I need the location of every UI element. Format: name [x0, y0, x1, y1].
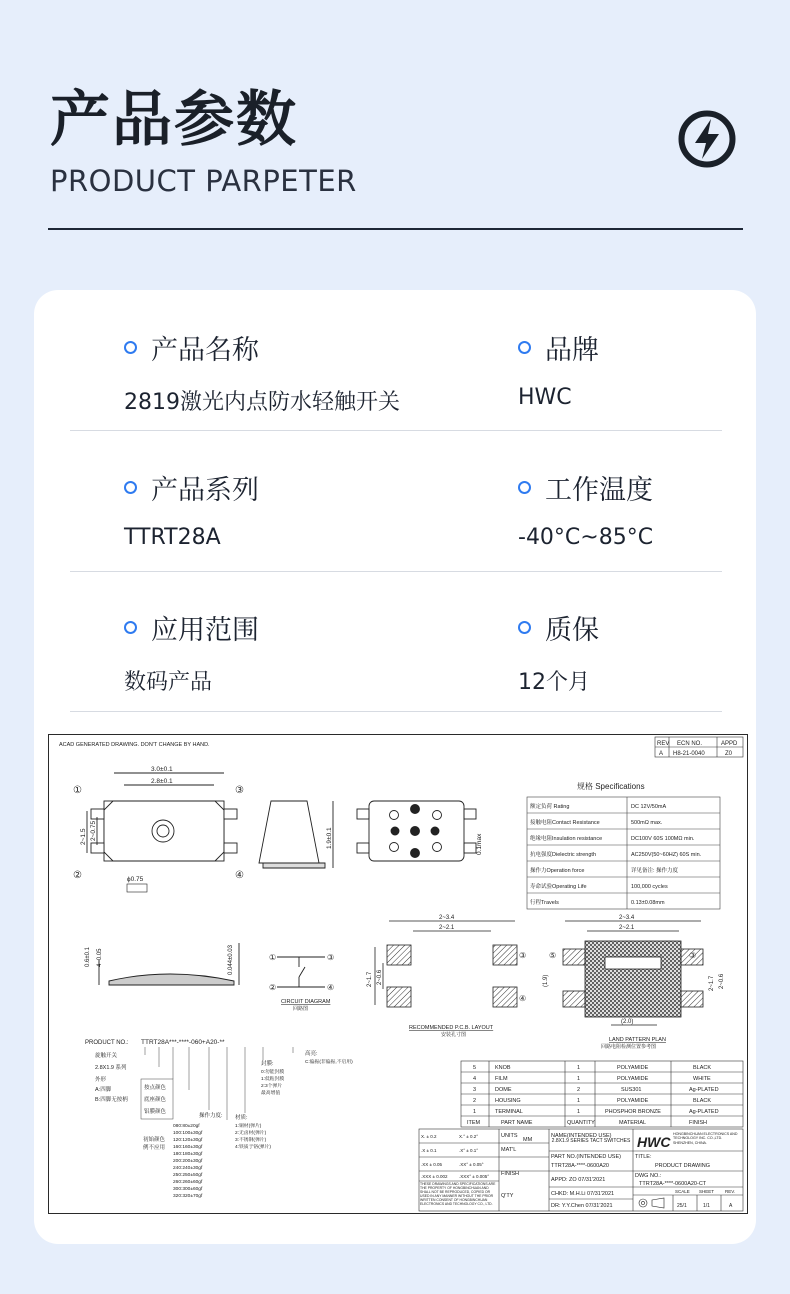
header-divider: [48, 228, 743, 230]
page-title: 产品参数: [50, 85, 298, 155]
remark-option: C:偏振(非偏振,不启用): [305, 1060, 353, 1065]
dim-land-width-1: 2~3.4: [619, 915, 635, 921]
dim-max: 0.1max: [476, 833, 483, 855]
bom-cell: POLYAMIDE: [617, 1098, 649, 1104]
land-caption-cn: 回路电阻检测位置参考图: [601, 1044, 657, 1050]
material-option: 1:铜材(弹片): [235, 1124, 262, 1129]
product-name: 2.8X1.9 SERIES TACT SWITCHES: [551, 1138, 631, 1144]
side-view: [259, 801, 333, 868]
row-divider: [70, 571, 722, 572]
spec-value: DC100V 60S 100MΩ min.: [631, 836, 695, 842]
balloon-3: ③: [519, 951, 527, 960]
color-note: 例不应用: [143, 1145, 166, 1151]
field-label: 应用范围: [151, 615, 259, 646]
circuit-diagram: [277, 957, 325, 987]
force-option: 180:180±30gf: [173, 1152, 203, 1157]
bom-cell: POLYAMIDE: [617, 1065, 649, 1071]
film-title: 封膜:: [261, 1061, 274, 1067]
ecn-header: ECN NO.: [677, 741, 703, 747]
force-title: 操作力度:: [199, 1113, 223, 1119]
field-value: 2819激光内点防水轻触开关: [124, 390, 400, 415]
field-label: 品牌: [545, 335, 599, 366]
spec-value: 0.13±0.08mm: [631, 900, 665, 906]
page-subtitle: PRODUCT PARPETER: [50, 164, 357, 198]
dim-land-height: (1.9): [543, 974, 549, 987]
dim-thickness-2: 4~0.05: [97, 948, 103, 967]
balloon-5: ⑤: [549, 951, 557, 960]
balloon-1: ①: [269, 953, 277, 962]
dim-land-height-1: 2~1.7: [709, 975, 715, 991]
tolerance: .XXX° ± 0.005°: [459, 1174, 490, 1179]
bom-cell: FILM: [495, 1076, 508, 1082]
chkd-sign: CHKD: M.H.Li 07/31'2021: [551, 1191, 615, 1197]
field-value: -40°C~85°C: [518, 525, 654, 550]
bom-cell: SUS301: [621, 1087, 642, 1093]
company-logo: HWC: [637, 1134, 671, 1150]
units-label: UNITS: [501, 1133, 518, 1139]
force-option: 080:80±20gf: [173, 1124, 200, 1129]
spec-value: 100,000 cycles: [631, 884, 668, 890]
dim-land-height-2: 2~0.6: [719, 973, 725, 989]
scale-value: 25/1: [677, 1203, 687, 1209]
section-view: [99, 943, 239, 985]
row-divider: [70, 711, 722, 712]
spec-key: 行程Travels: [530, 900, 559, 906]
dim-width-inner: 2.8±0.1: [151, 778, 173, 785]
bom-cell: DOME: [495, 1087, 512, 1093]
field-temperature: [518, 468, 653, 550]
drawing-title: PRODUCT DRAWING: [655, 1163, 710, 1169]
dim-land-width-2: 2~2.1: [619, 925, 635, 931]
force-option: 120:120±30gf: [173, 1138, 203, 1143]
lightning-bolt-icon: [677, 109, 737, 169]
color-note: 底座颜色: [144, 1097, 167, 1103]
balloon-4: ④: [327, 983, 335, 992]
top-view: [87, 773, 237, 861]
circuit-caption-cn: 回路图: [293, 1006, 309, 1012]
tolerance: .X° ± 0.1°: [459, 1148, 479, 1153]
force-option: 200:200±30gf: [173, 1159, 203, 1164]
dr-sign: DR: Y.Y.Chen 07/31'2021: [551, 1203, 613, 1209]
color-note: 初始颜色: [143, 1137, 166, 1143]
appd-value: Z0: [725, 751, 733, 757]
dim-width-outer: 3.0±0.1: [151, 766, 173, 773]
tolerance: X. ± 0.2: [421, 1134, 437, 1139]
field-label: 质保: [545, 615, 599, 646]
tolerance: X.° ± 0.2°: [459, 1134, 479, 1139]
appd-sign: APPD: ZO 07/31'2021: [551, 1177, 606, 1183]
dim-thickness-3: 0.044±0.03: [228, 945, 234, 975]
bom-header: QUANTITY: [567, 1120, 595, 1126]
sheet-label: SHEET: [699, 1189, 715, 1194]
part-no-value: TTRT28A-****-0600A20: [551, 1163, 609, 1169]
appd-header: APPD: [721, 741, 738, 747]
bom-cell: KNOB: [495, 1065, 511, 1071]
title-label: TITLE:: [635, 1154, 652, 1160]
bom-header: FINISH: [689, 1120, 708, 1126]
bom-cell: 1: [577, 1109, 581, 1115]
film-option: 2:3个弹片: [261, 1084, 283, 1089]
bullet-circle-icon: [518, 621, 531, 634]
dim-hole: ɸ0.75: [127, 876, 144, 883]
spec-value: DC 12V/50mA: [631, 804, 667, 810]
spec-key: 绝缘电阻Insulation resistance: [530, 836, 603, 842]
bom-cell: 1: [577, 1065, 581, 1071]
dim-pcb-height-2: 2~0.6: [377, 969, 383, 985]
part-no-label: PRODUCT NO.:: [85, 1040, 129, 1046]
spec-key: 操作力Operation force: [530, 868, 585, 874]
dwg-number: TTRT28A-****-0600A20-CT: [639, 1181, 707, 1187]
balloon-3: ③: [689, 951, 697, 960]
part-note: 旋触开关: [95, 1053, 118, 1059]
technical-drawing: [48, 734, 748, 1214]
bom-cell: 5: [473, 1065, 477, 1071]
part-note: B:四脚无按柄: [95, 1097, 128, 1103]
land-pattern: [563, 921, 703, 1025]
spec-key: 额定负荷 Rating: [530, 804, 570, 810]
part-no-label: PART NO.(INTENDED USE): [551, 1154, 621, 1160]
bom-cell: 1: [473, 1109, 477, 1115]
bom-cell: 2: [473, 1098, 477, 1104]
rev-value: A: [729, 1203, 733, 1209]
bullet-circle-icon: [124, 621, 137, 634]
circuit-caption: CIRCUIT DIAGRAM: [281, 999, 331, 1005]
bom-cell: BLACK: [693, 1098, 712, 1104]
spec-value: AC250V(50~60HZ) 60S min.: [631, 852, 702, 858]
bom-cell: 3: [473, 1087, 477, 1093]
field-product-name: [124, 328, 400, 416]
material-option: 4:铁质于铬(弹片): [235, 1145, 271, 1150]
force-option: 320:320±70gf: [173, 1194, 203, 1199]
spec-value: 500mΩ max.: [631, 820, 663, 826]
force-option: 300:300±60gf: [173, 1187, 203, 1192]
part-note: A:四脚: [95, 1087, 112, 1093]
row-divider: [70, 430, 722, 431]
rev-value: A: [659, 751, 664, 757]
ecn-value: H8-21-0040: [673, 751, 705, 757]
field-value: 12个月: [518, 670, 590, 695]
dim-thickness-1: 0.6±0.1: [85, 947, 91, 967]
dim-land-width: (2.0): [621, 1019, 634, 1025]
field-value: HWC: [518, 385, 572, 410]
bom-cell: TERMINAL: [495, 1109, 523, 1115]
dwg-label: DWG NO.:: [635, 1173, 662, 1179]
rev-label: REV.: [725, 1189, 736, 1194]
field-label: 产品名称: [151, 335, 259, 366]
dim-pcb-width-1: 2~3.4: [439, 915, 455, 921]
force-option: 260:260±60gf: [173, 1180, 203, 1185]
bom-header: MATERIAL: [619, 1120, 647, 1126]
spec-key: 抗电强度Dielectric strength: [530, 852, 597, 858]
tolerance: .X ± 0.1: [421, 1148, 437, 1153]
bom-cell: 4: [473, 1076, 477, 1082]
sheet-value: 1/1: [703, 1203, 710, 1209]
bom-cell: 2: [577, 1087, 581, 1093]
field-value: TTRT28A: [124, 525, 221, 550]
film-option: 最高增值: [261, 1091, 281, 1096]
force-option: 100:100±30gf: [173, 1131, 203, 1136]
rev-header: REV: [657, 741, 670, 747]
balloon-2: ②: [73, 870, 82, 881]
bom-cell: Ag-PLATED: [689, 1109, 719, 1115]
balloon-4: ④: [519, 994, 527, 1003]
dim-pcb-height-1: 2~1.7: [367, 971, 373, 987]
bom-header: PART NAME: [501, 1120, 533, 1126]
force-option: 250:250±50gf: [173, 1173, 203, 1178]
force-option: 160:160±30gf: [173, 1145, 203, 1150]
dim-pcb-width-2: 2~2.1: [439, 925, 455, 931]
bullet-circle-icon: [518, 341, 531, 354]
field-series: [124, 468, 259, 550]
property-notice: THESE DRAWINGS AND SPECIFICATIONS ARE THE PROPERTY OF HONGBINCHUAN AND SHALL NOT BE REPRODUCED, COPIED OR USED IN ANY MANNER WITHOUT THE PRIOR WRITTEN CONSENT OF HONGBINCHUAN ELECTRONICS AND TECHNOLOGY CO., LTD.: [420, 1182, 496, 1206]
field-value: 数码产品: [124, 670, 213, 695]
bom-cell: BLACK: [693, 1065, 712, 1071]
field-label: 工作温度: [545, 475, 653, 506]
pcb-caption-cn: 安装孔寸图: [441, 1032, 467, 1038]
bullet-circle-icon: [518, 481, 531, 494]
tolerance: .XX ± 0.05: [421, 1162, 442, 1167]
remark-title: 高亮:: [305, 1051, 318, 1057]
bullet-circle-icon: [124, 481, 137, 494]
film-option: 1:低粘封膜: [261, 1077, 285, 1082]
balloon-2: ②: [269, 983, 277, 992]
part-note: 2.8X1.9 系列: [95, 1065, 127, 1071]
projection-symbol-icon: [639, 1198, 664, 1208]
matl-label: MAT'L: [501, 1147, 517, 1153]
bom-cell: 1: [577, 1098, 581, 1104]
bom-cell: PHOSPHOR BRONZE: [605, 1109, 661, 1115]
dim-height: 1.9±0.1: [326, 827, 333, 849]
force-option: 240:240±30gf: [173, 1166, 203, 1171]
field-label: 产品系列: [151, 475, 259, 506]
pcb-caption: RECOMMENDED P.C.B. LAYOUT: [409, 1025, 494, 1031]
drawing-note: ACAD GENERATED DRAWING. DON'T CHANGE BY HAND.: [59, 742, 210, 748]
part-note: 外形: [95, 1077, 107, 1083]
spec-value: 详见备注: 操作力度: [631, 868, 679, 874]
land-caption: LAND PATTERN PLAN: [609, 1037, 666, 1043]
specs-title: 规格 Specifications: [577, 782, 645, 791]
bom-cell: WHITE: [693, 1076, 711, 1082]
qty-label: Q'TY: [501, 1193, 514, 1199]
field-application: [124, 608, 259, 696]
bom-header: ITEM: [467, 1120, 481, 1126]
name-label: NAME(INTENDED USE): [551, 1133, 612, 1139]
film-option: 0:勿能封膜: [261, 1070, 285, 1075]
color-note: 按点颜色: [144, 1085, 167, 1091]
bottom-view: [357, 801, 476, 861]
balloon-1: ①: [73, 785, 82, 796]
balloon-3: ③: [235, 785, 244, 796]
balloon-3: ③: [327, 953, 335, 962]
bom-cell: 1: [577, 1076, 581, 1082]
tolerance: .XXX ± 0.002: [421, 1174, 448, 1179]
pcb-layout: [375, 921, 517, 1007]
material-option: 3:不锈钢(弹片): [235, 1138, 267, 1143]
material-option: 2:无卤材(弹片): [235, 1131, 267, 1136]
balloon-4: ④: [235, 870, 244, 881]
dim-height-inner: 2~0.75: [90, 820, 97, 841]
spec-key: 寿命试验Operating Life: [530, 884, 587, 890]
field-warranty: [518, 608, 599, 696]
tolerance: .XX° ± 0.05°: [459, 1162, 484, 1167]
scale-label: SCALE: [675, 1189, 690, 1194]
units-value: MM: [523, 1137, 533, 1143]
dim-height-outer: 2~1.5: [80, 828, 87, 845]
bullet-circle-icon: [124, 341, 137, 354]
spec-key: 接触电阻Contact Resistance: [530, 820, 600, 826]
color-note: 铝膜颜色: [144, 1109, 167, 1115]
company-name: HONGBINCHUAN ELECTRONICS AND TECHNOLOGY INC. CO.,LTD. SHENZHEN, CHINA.: [673, 1132, 738, 1145]
bom-cell: Ag-PLATED: [689, 1087, 719, 1093]
part-no-code: TTRT28A***-****-060+A20-**: [141, 1039, 225, 1046]
bom-cell: HOUSING: [495, 1098, 521, 1104]
spec-card: [34, 290, 756, 1244]
material-title: 材质:: [235, 1115, 248, 1121]
finish-label: FINISH: [501, 1171, 520, 1177]
bom-cell: POLYAMIDE: [617, 1076, 649, 1082]
field-brand: [518, 328, 599, 410]
